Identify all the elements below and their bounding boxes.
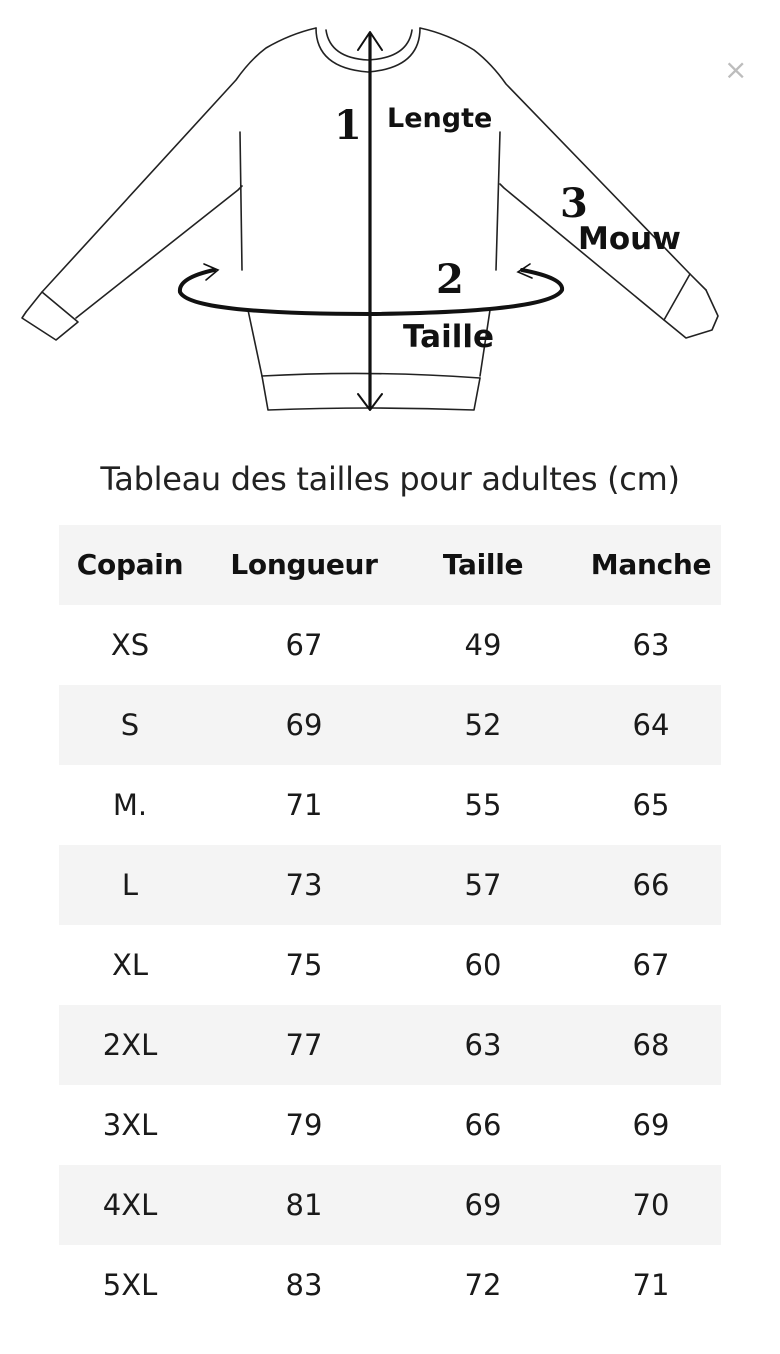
cell-length: 79 [285,1108,323,1142]
table-row [59,1245,721,1325]
table-row [59,1165,721,1245]
cell-length: 73 [285,868,323,902]
cell-sleeve: 65 [632,788,670,822]
column-header-length: Longueur [230,548,378,581]
cell-waist: 72 [464,1268,502,1302]
marker-number-length: 1 [334,102,362,149]
cell-length: 81 [285,1188,323,1222]
size-table [59,525,721,1325]
cell-length: 71 [285,788,323,822]
cell-sleeve: 67 [632,948,670,982]
cell-waist: 52 [464,708,502,742]
marker-label-sleeve: Mouw [578,221,681,257]
cell-waist: 69 [464,1188,502,1222]
cell-size: XS [110,628,150,662]
table-row [59,765,721,845]
table-header-row [59,525,721,605]
cell-waist: 49 [464,628,502,662]
column-header-sleeve: Manche [590,548,712,581]
cell-waist: 57 [464,868,502,902]
cell-size: 2XL [102,1028,158,1062]
cell-waist: 60 [464,948,502,982]
cell-size: L [121,868,139,902]
cell-sleeve: 71 [632,1268,670,1302]
cell-waist: 63 [464,1028,502,1062]
table-row [59,685,721,765]
table-row [59,925,721,1005]
cell-length: 77 [285,1028,323,1062]
cell-length: 83 [285,1268,323,1302]
column-header-waist: Taille [442,548,524,581]
table-row [59,845,721,925]
cell-length: 69 [285,708,323,742]
column-header-size: Copain [76,548,184,581]
cell-size: 5XL [102,1268,158,1302]
cell-sleeve: 63 [632,628,670,662]
size-table-title: Tableau des tailles pour adultes (cm) [100,460,680,498]
marker-label-length: Lengte [387,103,493,134]
table-row [59,605,721,685]
cell-waist: 55 [464,788,502,822]
marker-label-waist: Taille [403,319,494,355]
cell-waist: 66 [464,1108,502,1142]
cell-length: 67 [285,628,323,662]
sweater-size-diagram [0,0,734,430]
cell-size: XL [111,948,149,982]
marker-number-sleeve: 3 [560,180,588,227]
cell-sleeve: 66 [632,868,670,902]
close-icon[interactable]: × [724,53,748,86]
cell-length: 75 [285,948,323,982]
cell-size: 3XL [102,1108,158,1142]
cell-sleeve: 64 [632,708,670,742]
table-row [59,1085,721,1165]
sweater-outline-illustration [0,0,734,430]
cell-sleeve: 70 [632,1188,670,1222]
marker-number-waist: 2 [436,256,464,303]
cell-size: 4XL [102,1188,158,1222]
cell-sleeve: 69 [632,1108,670,1142]
cell-sleeve: 68 [632,1028,670,1062]
cell-size: M. [112,788,148,822]
cell-size: S [120,708,140,742]
table-row [59,1005,721,1085]
